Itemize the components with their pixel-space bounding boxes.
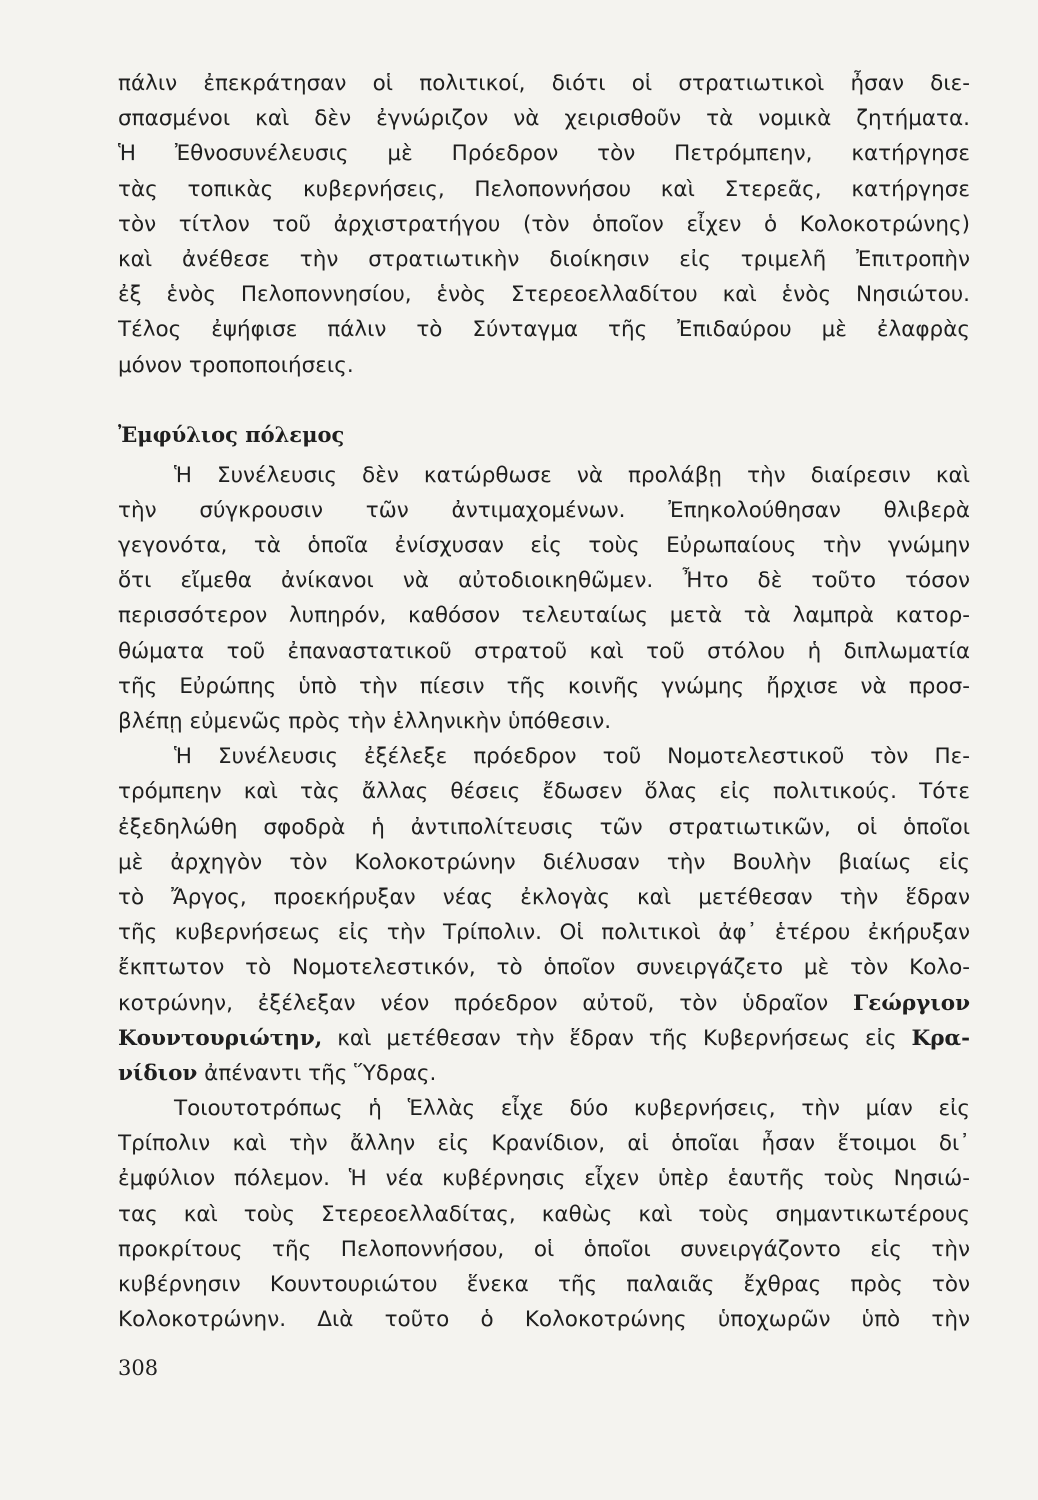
text-line — [118, 986, 970, 1021]
text-line: Ἡ Ἐθνοσυνέλευσις μὲ Πρόεδρον τὸν Πετρόμπεην, κατήργησε — [118, 141, 970, 167]
text-line: καὶ ἀνέθεσε τὴν στρατιωτικὴν διοίκησιν εἰς τριμελῆ Ἐπιτροπὴν — [118, 246, 970, 272]
text-line: τῆς Εὐρώπης ὑπὸ τὴν πίεσιν τῆς κοινῆς γνώμης ἤρχισε νὰ προσ- — [118, 673, 970, 699]
paragraph-intro — [118, 66, 970, 383]
section-heading: Ἐμφύλιος πόλεμος — [118, 421, 345, 447]
text-line: περισσότερον λυπηρόν, καθόσον τελευταίως μετὰ τὰ λαμπρὰ κατορ- — [118, 603, 970, 629]
text-line: κυβέρνησιν Κουντουριώτου ἕνεκα τῆς παλαιᾶς ἔχθρας πρὸς τὸν — [118, 1272, 970, 1297]
text-line: Τέλος ἐψήφισε πάλιν τὸ Σύνταγμα τῆς Ἐπιδαύρου μὲ ἐλαφρὰς — [118, 317, 970, 343]
text-line: βλέπῃ εὐμενῶς πρὸς τὴν ἑλληνικὴν ὑπόθεσιν. — [118, 709, 612, 734]
text-line — [118, 1021, 970, 1056]
place-emphasis: νίδιον — [118, 1060, 198, 1086]
name-emphasis: Γεώργιον — [853, 990, 970, 1016]
text-line: Τοιουτοτρόπως ἡ Ἑλλὰς εἶχε δύο κυβερνήσεις, τὴν μίαν εἰς — [174, 1096, 970, 1122]
text-line: μὲ ἀρχηγὸν τὸν Κολοκοτρώνην διέλυσαν τὴν Βουλὴν βιαίως εἰς — [118, 849, 970, 875]
text-line: πάλιν ἐπεκράτησαν οἱ πολιτικοί, διότι οἱ στρατιωτικοὶ ἦσαν διε- — [118, 71, 970, 96]
paragraph-assembly — [118, 458, 970, 740]
page-number: 308 — [118, 1356, 159, 1380]
text-line: ἐμφύλιον πόλεμον. Ἡ νέα κυβέρνησις εἶχεν ὑπὲρ ἑαυτῆς τοὺς Νησιώ- — [118, 1166, 970, 1192]
paragraph-civil-war — [118, 1091, 970, 1337]
text-line: μόνον τροποποιήσεις. — [118, 352, 354, 378]
text-line: Τρίπολιν καὶ τὴν ἄλλην εἰς Κρανίδιον, αἱ ὁποῖαι ἦσαν ἕτοιμοι δι᾽ — [118, 1131, 970, 1157]
text-line: Κολοκοτρώνην. Διὰ τοῦτο ὁ Κολοκοτρώνης ὑποχωρῶν ὑπὸ τὴν — [118, 1307, 970, 1333]
place-emphasis: Κρα- — [911, 1025, 970, 1051]
text-line: τὸ Ἄργος, προεκήρυξαν νέας ἐκλογὰς καὶ μετέθεσαν τὴν ἕδραν — [118, 884, 970, 910]
text-line: ἐξεδηλώθη σφοδρὰ ἡ ἀντιπολίτευσις τῶν στρατιωτικῶν, οἱ ὁποῖοι — [118, 814, 970, 840]
text-line: τὴν σύγκρουσιν τῶν ἀντιμαχομένων. Ἐπηκολούθησαν θλιβερὰ — [118, 497, 970, 523]
name-emphasis: Κουντουριώτην, — [118, 1025, 323, 1051]
line-text: ἀπέναντι τῆς Ὕδρας. — [197, 1060, 437, 1086]
text-line: ὅτι εἴμεθα ἀνίκανοι νὰ αὐτοδιοικηθῶμεν. Ἦτο δὲ τοῦτο τόσον — [118, 568, 970, 594]
text-line: Ἡ Συνέλευσις ἐξέλεξε πρόεδρον τοῦ Νομοτελεστικοῦ τὸν Πε- — [174, 744, 970, 770]
text-line: τῆς κυβερνήσεως εἰς τὴν Τρίπολιν. Οἱ πολιτικοὶ ἀφ᾽ ἑτέρου ἐκήρυξαν — [118, 920, 970, 946]
paragraph-government — [118, 739, 970, 1091]
text-line: τὰς τοπικὰς κυβερνήσεις, Πελοποννήσου καὶ Στερεᾶς, κατήργησε — [118, 176, 970, 202]
page-body — [118, 66, 970, 1337]
text-line: γεγονότα, τὰ ὁποῖα ἐνίσχυσαν εἰς τοὺς Εὐρωπαίους τὴν γνώμην — [118, 533, 970, 559]
line-text: κοτρώνην, ἐξέλεξαν νέον πρόεδρον αὐτοῦ, τὸν ὑδραῖον — [118, 990, 854, 1016]
line-text: καὶ μετέθεσαν τὴν ἕδραν τῆς Κυβερνήσεως εἰς — [322, 1025, 912, 1051]
text-line: ἐξ ἑνὸς Πελοποννησίου, ἑνὸς Στερεοελλαδίτου καὶ ἑνὸς Νησιώτου. — [118, 282, 970, 308]
text-line: Ἡ Συνέλευσις δὲν κατώρθωσε νὰ προλάβῃ τὴν διαίρεσιν καὶ — [174, 462, 970, 488]
text-line: θώματα τοῦ ἐπαναστατικοῦ στρατοῦ καὶ τοῦ στόλου ἡ διπλωματία — [118, 638, 970, 664]
text-line: ἔκπτωτον τὸ Νομοτελεστικόν, τὸ ὁποῖον συνειργάζετο μὲ τὸν Κολο- — [118, 955, 970, 981]
text-line: προκρίτους τῆς Πελοποννήσου, οἱ ὁποῖοι συνειργάζοντο εἰς τὴν — [118, 1236, 970, 1262]
text-line — [118, 1056, 970, 1091]
text-line: τὸν τίτλον τοῦ ἀρχιστρατήγου (τὸν ὁποῖον εἶχεν ὁ Κολοκοτρώνης) — [118, 211, 970, 237]
text-line: τας καὶ τοὺς Στερεοελλαδίτας, καθὼς καὶ τοὺς σημαντικωτέρους — [118, 1201, 970, 1227]
text-line: τρόμπεην καὶ τὰς ἄλλας θέσεις ἔδωσεν ὅλας εἰς πολιτικούς. Τότε — [118, 779, 970, 805]
text-line: σπασμένοι καὶ δὲν ἐγνώριζον νὰ χειρισθοῦν τὰ νομικὰ ζητήματα. — [118, 106, 970, 132]
